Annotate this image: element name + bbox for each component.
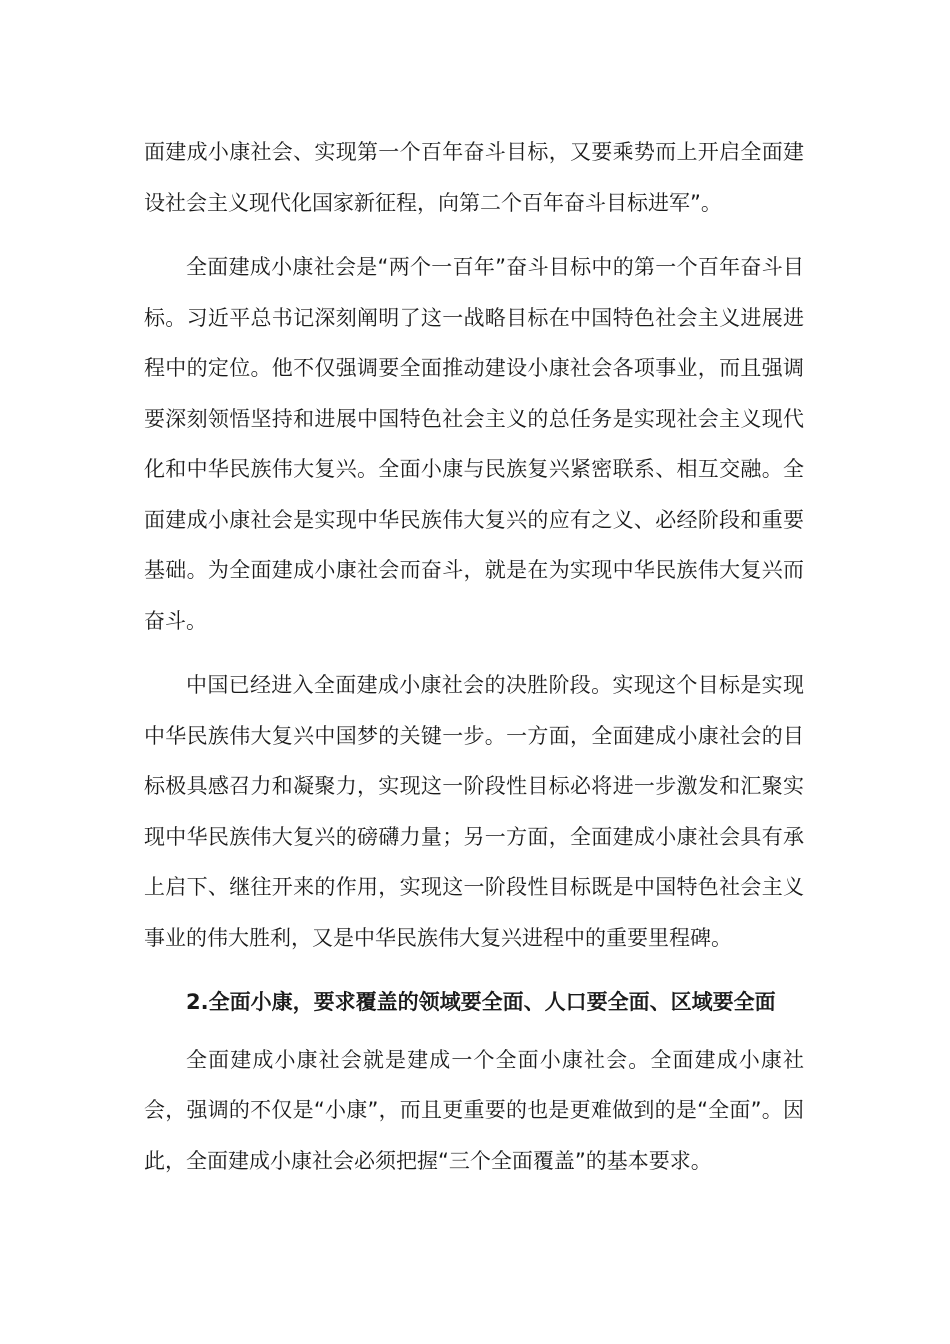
paragraph-continuation: 面建成小康社会、实现第一个百年奋斗目标，又要乘势而上开启全面建设社会主义现代化国家新征程，向第二个百年奋斗目标进军”。 <box>144 140 804 215</box>
section-heading: 2.全面小康，要求覆盖的领域要全面、人口要全面、区域要全面 <box>186 990 776 1014</box>
document-body <box>144 127 804 1200</box>
paragraph-decisive-stage: 中国已经进入全面建成小康社会的决胜阶段。实现这个目标是实现中华民族伟大复兴中国梦的关键一步。一方面，全面建成小康社会的目标极具感召力和凝聚力，实现这一阶段性目标必将进一步激发和汇聚实现中华民族伟大复兴的磅礴力量；另一方面，全面建成小康社会具有承上启下、继往开来的作用，实现这一阶段性目标既是中国特色社会主义事业的伟大胜利，又是中华民族伟大复兴进程中的重要里程碑。 <box>144 673 804 950</box>
paragraph-two-centenary-goals: 全面建成小康社会是“两个一百年”奋斗目标中的第一个百年奋斗目标。习近平总书记深刻阐明了这一战略目标在中国特色社会主义进展进程中的定位。他不仅强调要全面推动建设小康社会各项事业，而且强调要深刻领悟坚持和进展中国特色社会主义的总任务是实现社会主义现代化和中华民族伟大复兴。全面小康与民族复兴紧密联系、相互交融。全面建成小康社会是实现中华民族伟大复兴的应有之义、必经阶段和重要基础。为全面建成小康社会而奋斗，就是在为实现中华民族伟大复兴而奋斗。 <box>144 255 804 633</box>
paragraph-comprehensive-coverage: 全面建成小康社会就是建成一个全面小康社会。全面建成小康社会，强调的不仅是“小康”，而且更重要的也是更难做到的是“全面”。因此，全面建成小康社会必须把握“三个全面覆盖”的基本要求。 <box>144 1047 804 1173</box>
